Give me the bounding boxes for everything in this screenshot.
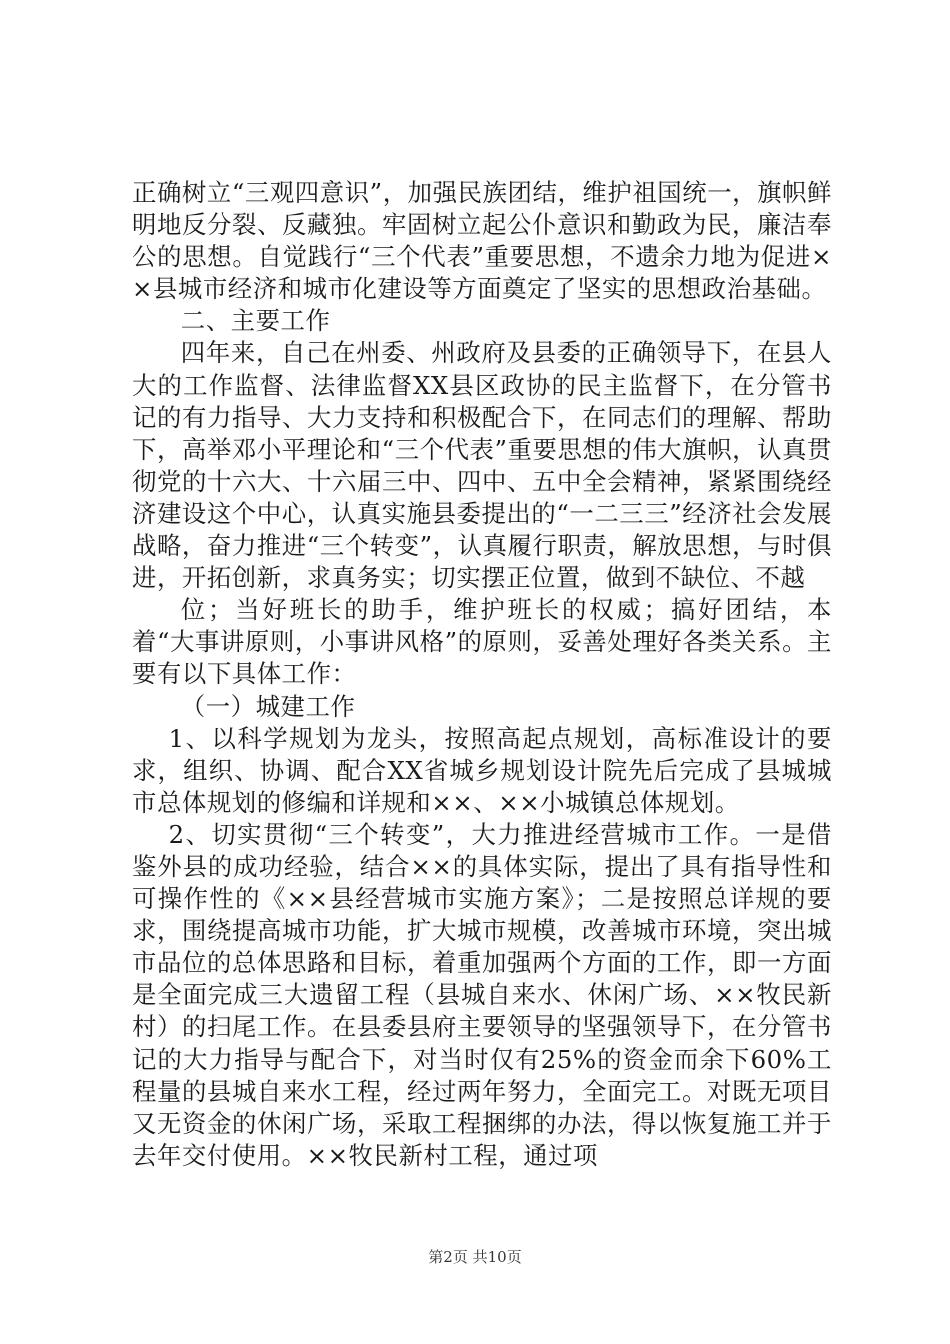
page-number-footer: 第2页 共10页: [428, 1248, 522, 1266]
subheading-urban-construction: （一）城建工作: [180, 691, 356, 721]
document-body: [132, 177, 832, 1172]
paragraph-assistant-role: 位；当好班长的助手，维护班长的权威；搞好团结，本着“大事讲原则，小事讲风格”的原则，妥善处理好各类关系。主要有以下具体工作：: [132, 595, 832, 689]
paragraph-planning: 1、以科学规划为龙头，按照高起点规划，高标准设计的要求，组织、协调、配合XX省城乡规划设计院先后完成了县城城市总体规划的修编和详规和××、××小城镇总体规划。: [132, 723, 832, 817]
paragraph-four-years: 四年来，自己在州委、州政府及县委的正确领导下，在县人大的工作监督、法律监督XX县区政协的民主监督下，在分管书记的有力指导、大力支持和积极配合下，在同志们的理解、帮助下，高举邓小平理论和“三个代表”重要思想的伟大旗帜，认真贯彻党的十六大、十六届三中、四中、五中全会精神，紧紧围绕经济建设这个中心，认真实施县委提出的“一二三三”经济社会发展战略，奋力推进“三个转变”，认真履行职责，解放思想，与时俱进，开拓创新，求真务实；切实摆正位置，做到不缺位、不越: [132, 338, 832, 593]
paragraph-city-management: 2、切实贯彻“三个转变”，大力推进经营城市工作。一是借鉴外县的成功经验，结合××的具体实际，提出了具有指导性和可操作性的《××县经营城市实施方案》；二是按照总详规的要求，围绕提高城市功能，扩大城市规模，改善城市环境，突出城市品位的总体思路和目标，着重加强两个方面的工作，即一方面是全面完成三大遗留工程（县城自来水、休闲广场、××牧民新村）的扫尾工作。在县委县府主要领导的坚强领导下，在分管书记的大力指导与配合下，对当时仅有25%的资金而余下60%工程量的县城自来水工程，经过两年努力，全面完工。对既无项目又无资金的休闲广场，采取工程捆绑的办法，得以恢复施工并于去年交付使用。××牧民新村工程，通过项: [132, 819, 832, 1170]
paragraph-ideology: 正确树立“三观四意识”，加强民族团结，维护祖国统一，旗帜鲜明地反分裂、反藏独。牢固树立起公仆意识和勤政为民，廉洁奉公的思想。自觉践行“三个代表”重要思想，不遗余力地为促进××县城市经济和城市化建设等方面奠定了坚实的思想政治基础。: [132, 178, 832, 304]
section-heading-main-work: 二、主要工作: [180, 306, 331, 336]
